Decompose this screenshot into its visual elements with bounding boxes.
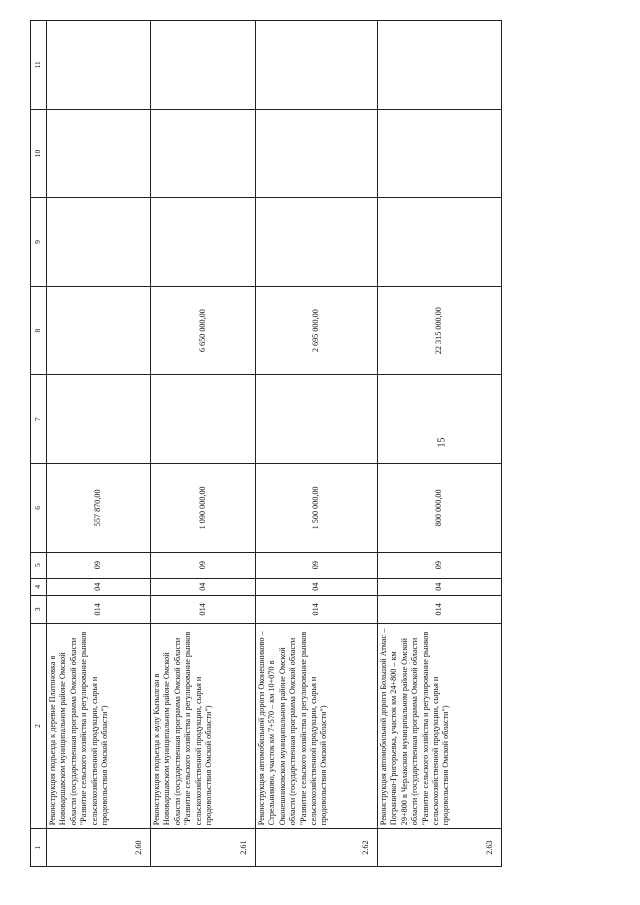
cell-amount-11 <box>47 21 151 110</box>
column-header: 7 <box>31 375 47 464</box>
cell-amount-6: 1 090 000,00 <box>151 464 256 553</box>
cell-amount-11 <box>151 21 256 110</box>
cell-amount-7 <box>256 375 378 464</box>
cell-code-5: 09 <box>151 552 256 578</box>
column-header: 1 <box>31 829 47 867</box>
row-number: 2.61 <box>151 829 256 867</box>
table-row <box>47 21 151 867</box>
cell-code-5: 09 <box>47 552 151 578</box>
cell-amount-6: 557 870,00 <box>47 464 151 553</box>
column-header: 4 <box>31 578 47 595</box>
cell-amount-9 <box>378 198 502 287</box>
cell-code-4: 04 <box>256 578 378 595</box>
row-number: 2.60 <box>47 829 151 867</box>
cell-code-3: 014 <box>151 595 256 623</box>
column-header: 11 <box>31 21 47 110</box>
row-description: Реконструкция автомобильной дороги Большой Атмас – Пограничко-Григорьевка, участок км 24+800 – км 29+800 в Черлакском муниципальном районе Омской области (государственная программа Омской области "Развитие сельского хозяйства и регулирование рынков сельскохозяйственной продукции, сырья и продовольствия Омской области") <box>378 623 502 828</box>
cell-amount-10 <box>47 109 151 198</box>
cell-amount-8: 22 315 000,00 <box>378 286 502 375</box>
cell-amount-7 <box>151 375 256 464</box>
cell-code-3: 014 <box>47 595 151 623</box>
header-row <box>31 21 47 867</box>
cell-code-4: 04 <box>378 578 502 595</box>
cell-code-5: 09 <box>378 552 502 578</box>
column-header: 2 <box>31 623 47 828</box>
row-number: 2.63 <box>378 829 502 867</box>
cell-amount-9 <box>151 198 256 287</box>
cell-amount-10 <box>256 109 378 198</box>
cell-amount-6: 800 000,00 <box>378 464 502 553</box>
cell-amount-11 <box>378 21 502 110</box>
cell-amount-8: 6 650 000,00 <box>151 286 256 375</box>
cell-amount-11 <box>256 21 378 110</box>
row-number: 2.62 <box>256 829 378 867</box>
cell-amount-7 <box>378 375 502 464</box>
table-row <box>378 21 502 867</box>
row-description: Реконструкция автомобильной дороги Оконешниково – Стрельниково, участок км 7+570 – км 10+070 в Оконешниковском муниципальном районе Омской области (государственная программа Омской области "Развитие сельского хозяйства и регулирование рынков сельскохозяйственной продукции, сырья и продовольствия Омской области") <box>256 623 378 828</box>
table-row <box>151 21 256 867</box>
cell-code-3: 014 <box>378 595 502 623</box>
column-header: 3 <box>31 595 47 623</box>
budget-table-wrapper <box>30 20 500 867</box>
cell-amount-10 <box>378 109 502 198</box>
cell-code-4: 04 <box>47 578 151 595</box>
cell-amount-10 <box>151 109 256 198</box>
cell-amount-8 <box>47 286 151 375</box>
cell-amount-9 <box>256 198 378 287</box>
cell-code-4: 04 <box>151 578 256 595</box>
column-header: 6 <box>31 464 47 553</box>
table-row <box>256 21 378 867</box>
column-header: 10 <box>31 109 47 198</box>
cell-amount-6: 1 500 000,00 <box>256 464 378 553</box>
row-description: Реконструкция подъезда к деревне Платоновка в Нововаршавском муниципальном районе Омской области (государственная программа Омской области "Развитие сельского хозяйства и регулирование рынков сельскохозяйственной продукции, сырья и продовольствия Омской области") <box>47 623 151 828</box>
row-description: Реконструкция подъезда к аулу Кызылган в Нововаршавском муниципальном районе Омской области (государственная программа Омской области "Развитие сельского хозяйства и регулирование рынков сельскохозяйственной продукции, сырья и продовольствия Омской области") <box>151 623 256 828</box>
cell-code-5: 09 <box>256 552 378 578</box>
cell-amount-9 <box>47 198 151 287</box>
cell-amount-7 <box>47 375 151 464</box>
column-header: 5 <box>31 552 47 578</box>
column-header: 8 <box>31 286 47 375</box>
cell-code-3: 014 <box>256 595 378 623</box>
cell-amount-8: 2 695 000,00 <box>256 286 378 375</box>
column-header: 9 <box>31 198 47 287</box>
page-number: 15 <box>436 437 448 448</box>
budget-table <box>30 20 502 867</box>
